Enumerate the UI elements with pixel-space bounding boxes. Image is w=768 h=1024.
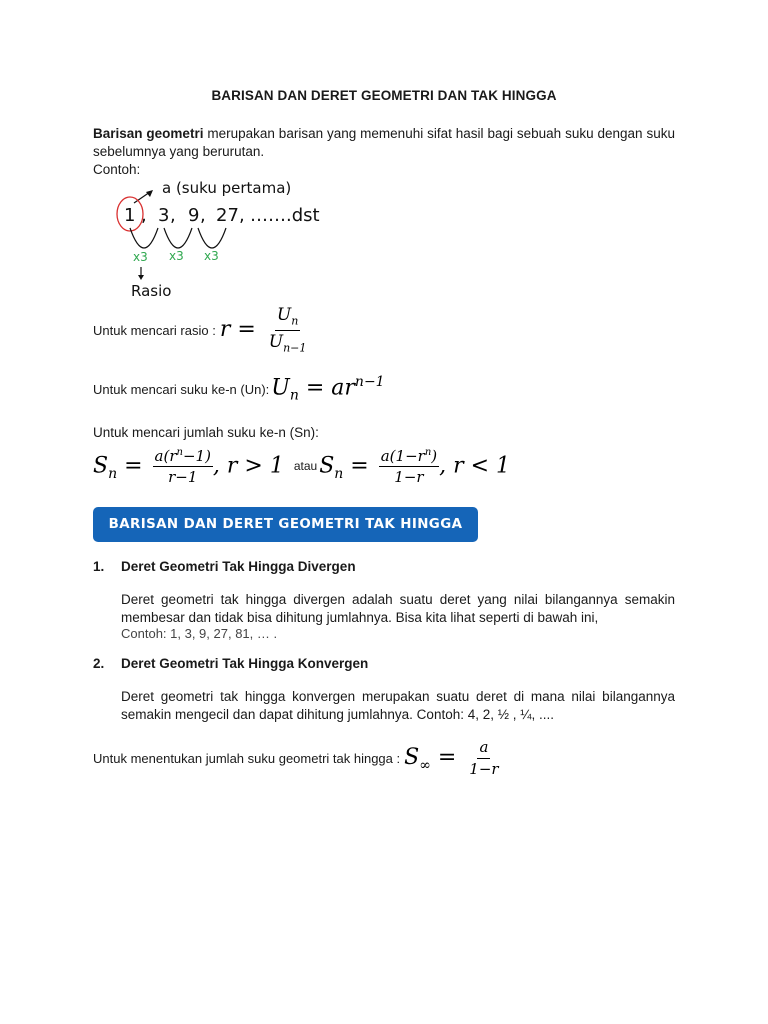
section-2-body: Deret geometri tak hingga konvergen merupakan suatu deret di mana nilai bilangannya semakin mengecil dan dapat dihitung jumlahnya. Contoh: 4, 2, ½ , ¼, .... bbox=[121, 689, 675, 722]
example-label: Contoh: bbox=[93, 162, 141, 177]
annotation-arrow-icon bbox=[134, 190, 153, 203]
sequence-diagram-svg bbox=[100, 176, 340, 304]
multiplier-3: x3 bbox=[204, 249, 219, 263]
sequence-term-2: 3 bbox=[158, 205, 170, 226]
page-title: BARISAN DAN DERET GEOMETRI DAN TAK HINGGA bbox=[211, 88, 557, 103]
section-1-number: 1. bbox=[93, 559, 105, 574]
sequence-comma: , bbox=[170, 205, 176, 226]
sequence-diagram bbox=[100, 176, 340, 304]
section-1-body: Deret geometri tak hingga divergen adalah suatu deret yang nilai bilangannya semakin membesar dan tidak bisa dihitung jumlahnya. Bisa kita lihat seperti di bawah ini, bbox=[121, 592, 675, 625]
un-formula-label: Untuk mencari suku ke-n (Un): bbox=[93, 381, 270, 397]
multiplier-2: x3 bbox=[169, 249, 184, 263]
infinite-sum-label: Untuk menentukan jumlah suku geometri tak hingga : bbox=[93, 750, 401, 766]
arc-3 bbox=[198, 228, 226, 248]
section-1-heading: Deret Geometri Tak Hingga Divergen bbox=[121, 559, 356, 574]
sequence-comma: , bbox=[239, 205, 245, 226]
un-formula-row bbox=[93, 372, 385, 406]
sequence-term-3: 9 bbox=[188, 205, 200, 226]
un-formula: $U_n = ar^{n-1}$ bbox=[271, 374, 385, 404]
sequence-term-4: 27 bbox=[216, 205, 239, 226]
infinite-sum-row bbox=[93, 734, 501, 782]
sequence-term-1: 1 bbox=[124, 205, 136, 226]
arc-1 bbox=[130, 228, 158, 248]
ratio-label: Rasio bbox=[131, 282, 172, 300]
sequence-comma: , bbox=[200, 205, 206, 226]
down-arrow-icon bbox=[138, 267, 144, 280]
sn-formula-convergent: $S_n$ = $\frac{a(1-r^n)}{1-r}$ , r < 1 bbox=[319, 446, 511, 486]
sn-formula-divergent: $S_n$ = $\frac{a(r^n-1)}{r-1}$ , r > 1 bbox=[93, 446, 284, 486]
intro-term: Barisan geometri bbox=[93, 126, 204, 141]
section-1-example: Contoh: 1, 3, 9, 27, 81, … . bbox=[121, 626, 278, 641]
ratio-formula-label: Untuk mencari rasio : bbox=[93, 322, 216, 338]
atau-text: atau bbox=[293, 459, 318, 473]
section-banner: BARISAN DAN DERET GEOMETRI TAK HINGGA bbox=[93, 507, 478, 542]
sn-formula-label: Untuk mencari jumlah suku ke-n (Sn): bbox=[93, 425, 319, 440]
intro-text: merupakan barisan yang memenuhi sifat hasil bagi sebuah suku dengan suku sebelumnya yang berurutan. bbox=[93, 126, 675, 159]
multiplier-1: x3 bbox=[133, 250, 148, 264]
section-2-number: 2. bbox=[93, 656, 105, 671]
annotation-text: a (suku pertama) bbox=[162, 179, 292, 197]
ratio-formula: r = $\frac{U_n}{U_{n-1}}$ bbox=[219, 305, 307, 354]
section-2-heading: Deret Geometri Tak Hingga Konvergen bbox=[121, 656, 369, 671]
sn-formula-row bbox=[93, 442, 510, 490]
intro-paragraph bbox=[93, 125, 675, 161]
sequence-tail: …….dst bbox=[250, 205, 320, 226]
sequence-comma: , bbox=[141, 205, 147, 226]
ratio-formula-row bbox=[93, 306, 308, 354]
arc-2 bbox=[164, 228, 192, 248]
infinite-sum-formula: $S_\infty$ = $\frac{a}{1-r}$ bbox=[404, 738, 499, 778]
